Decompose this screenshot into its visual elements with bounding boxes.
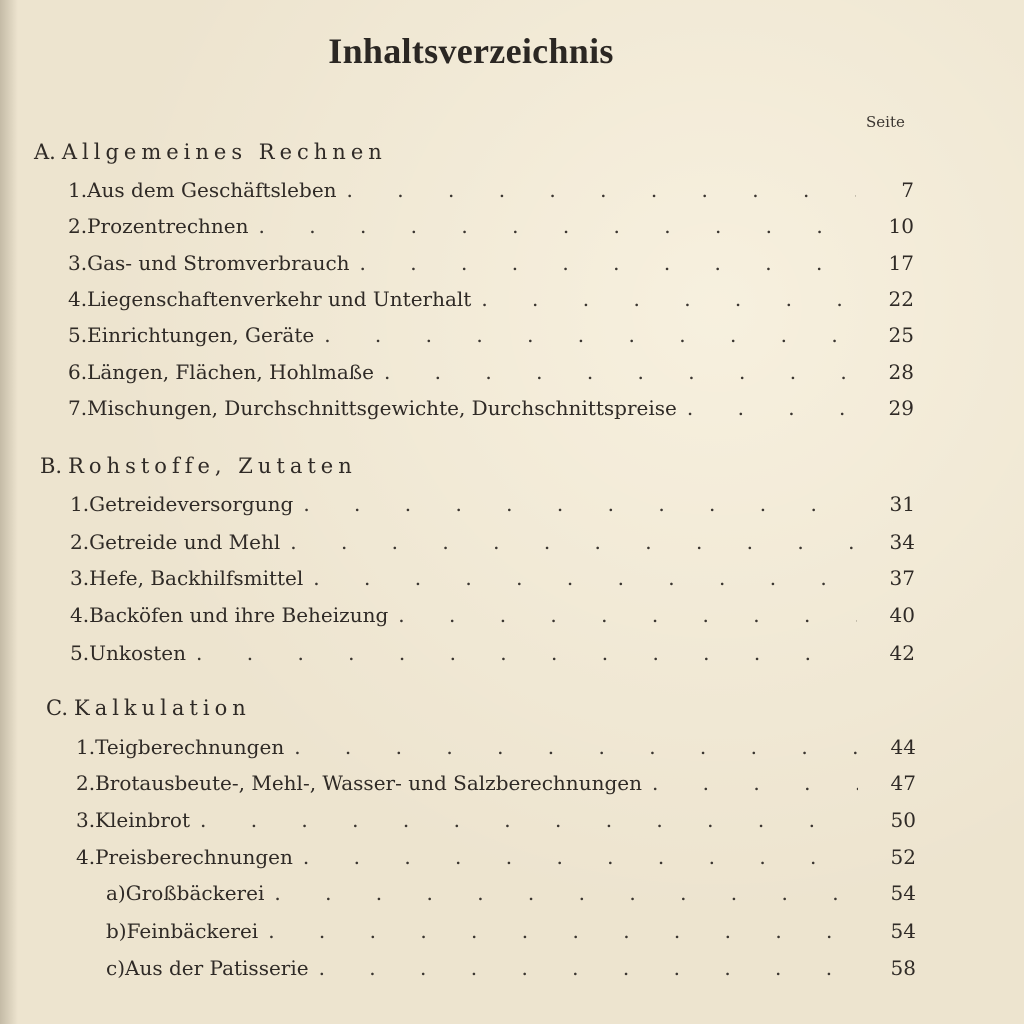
toc-subentry (106, 956, 916, 984)
section-title: Kalkulation (74, 696, 251, 720)
entry-number: 4. (68, 287, 88, 311)
dot-leader (268, 919, 858, 943)
entry-page-number: 52 (890, 845, 916, 869)
section-heading-a (34, 140, 387, 164)
toc-entry (76, 735, 916, 763)
toc-entry (70, 641, 915, 669)
section-heading-b (40, 454, 357, 478)
entry-page-number: 54 (890, 881, 916, 905)
entry-title: Getreide und Mehl (89, 530, 281, 554)
toc-entry (68, 178, 914, 206)
dot-leader (360, 251, 856, 275)
entry-number: 2. (76, 771, 96, 795)
dot-leader (687, 396, 856, 420)
entry-title: Unkosten (89, 641, 187, 665)
entry-title: Kleinbrot (95, 808, 190, 832)
entry-page-number: 54 (890, 919, 916, 943)
entry-page-number: 44 (890, 735, 916, 759)
toc-entry (68, 287, 914, 315)
entry-title: Liegenschaftenverkehr und Unterhalt (87, 287, 472, 311)
dot-leader (303, 845, 858, 869)
toc-entry (68, 323, 914, 351)
entry-title: Backöfen und ihre Beheizung (89, 603, 389, 627)
dot-leader (319, 956, 858, 980)
toc-entry (70, 603, 915, 631)
entry-number: 1. (68, 178, 88, 202)
entry-number: 7. (68, 396, 88, 420)
entry-title: Feinbäckerei (126, 919, 259, 943)
dot-leader (294, 735, 858, 759)
toc-entry (68, 214, 914, 242)
entry-number: b) (106, 919, 127, 943)
entry-number: 5. (70, 641, 90, 665)
toc-entry (70, 492, 915, 520)
entry-number: 1. (70, 492, 90, 516)
section-letter: B. (40, 454, 63, 478)
page-column-label: Seite (866, 113, 905, 131)
dot-leader (196, 641, 857, 665)
toc-entry (76, 845, 916, 873)
toc-entry (70, 566, 915, 594)
entry-page-number: 31 (889, 492, 915, 516)
toc-subentry (106, 919, 916, 947)
toc-entry (76, 771, 916, 799)
entry-number: 6. (68, 360, 88, 384)
entry-page-number: 28 (888, 360, 914, 384)
entry-number: 3. (76, 808, 96, 832)
toc-entry (76, 808, 916, 836)
section-heading-c (46, 696, 251, 720)
entry-page-number: 22 (888, 287, 914, 311)
entry-title: Teigberechnungen (95, 735, 285, 759)
entry-page-number: 58 (890, 956, 916, 980)
entry-number: c) (106, 956, 126, 980)
section-title: Allgemeines Rechnen (61, 140, 387, 164)
entry-title: Aus dem Geschäftsleben (87, 178, 337, 202)
dot-leader (481, 287, 856, 311)
entry-title: Hefe, Backhilfsmittel (89, 566, 304, 590)
entry-page-number: 17 (888, 251, 914, 275)
entry-title: Aus der Patisserie (125, 956, 309, 980)
entry-page-number: 7 (901, 178, 914, 202)
section-letter: A. (34, 140, 56, 164)
entry-number: 2. (68, 214, 88, 238)
entry-number: 2. (70, 530, 90, 554)
dot-leader (652, 771, 858, 795)
entry-number: 1. (76, 735, 96, 759)
entry-title: Einrichtungen, Geräte (87, 323, 315, 347)
toc-entry (68, 251, 914, 279)
dot-leader (274, 881, 858, 905)
dot-leader (398, 603, 857, 627)
entry-title: Prozentrechnen (87, 214, 249, 238)
entry-page-number: 42 (889, 641, 915, 665)
entry-title: Getreideversorgung (89, 492, 294, 516)
entry-page-number: 47 (890, 771, 916, 795)
entry-page-number: 37 (889, 566, 915, 590)
toc-entry (68, 360, 914, 388)
entry-title: Brotausbeute-, Mehl-, Wasser- und Salzberechnungen (95, 771, 642, 795)
dot-leader (303, 492, 857, 516)
entry-page-number: 10 (888, 214, 914, 238)
entry-number: 3. (70, 566, 90, 590)
entry-page-number: 50 (890, 808, 916, 832)
toc-entry (70, 530, 915, 558)
entry-page-number: 40 (889, 603, 915, 627)
dot-leader (324, 323, 856, 347)
entry-number: 4. (76, 845, 96, 869)
entry-title: Längen, Flächen, Hohlmaße (87, 360, 374, 384)
dot-leader (347, 178, 856, 202)
entry-title: Gas- und Stromverbrauch (87, 251, 350, 275)
toc-subentry (106, 881, 916, 909)
dot-leader (200, 808, 858, 832)
entry-number: 4. (70, 603, 90, 627)
dot-leader (384, 360, 856, 384)
entry-title: Preisberechnungen (95, 845, 293, 869)
dot-leader (290, 530, 857, 554)
entry-number: a) (106, 881, 126, 905)
entry-title: Mischungen, Durchschnittsgewichte, Durchschnittspreise (87, 396, 677, 420)
page-title: Inhaltsverzeichnis (328, 31, 614, 71)
entry-number: 5. (68, 323, 88, 347)
entry-page-number: 25 (888, 323, 914, 347)
section-letter: C. (46, 696, 68, 720)
section-title: Rohstoffe, Zutaten (68, 454, 357, 478)
toc-entry (68, 396, 914, 424)
dot-leader (313, 566, 857, 590)
entry-page-number: 34 (889, 530, 915, 554)
entry-page-number: 29 (888, 396, 914, 420)
dot-leader (259, 214, 856, 238)
entry-number: 3. (68, 251, 88, 275)
entry-title: Großbäckerei (125, 881, 265, 905)
